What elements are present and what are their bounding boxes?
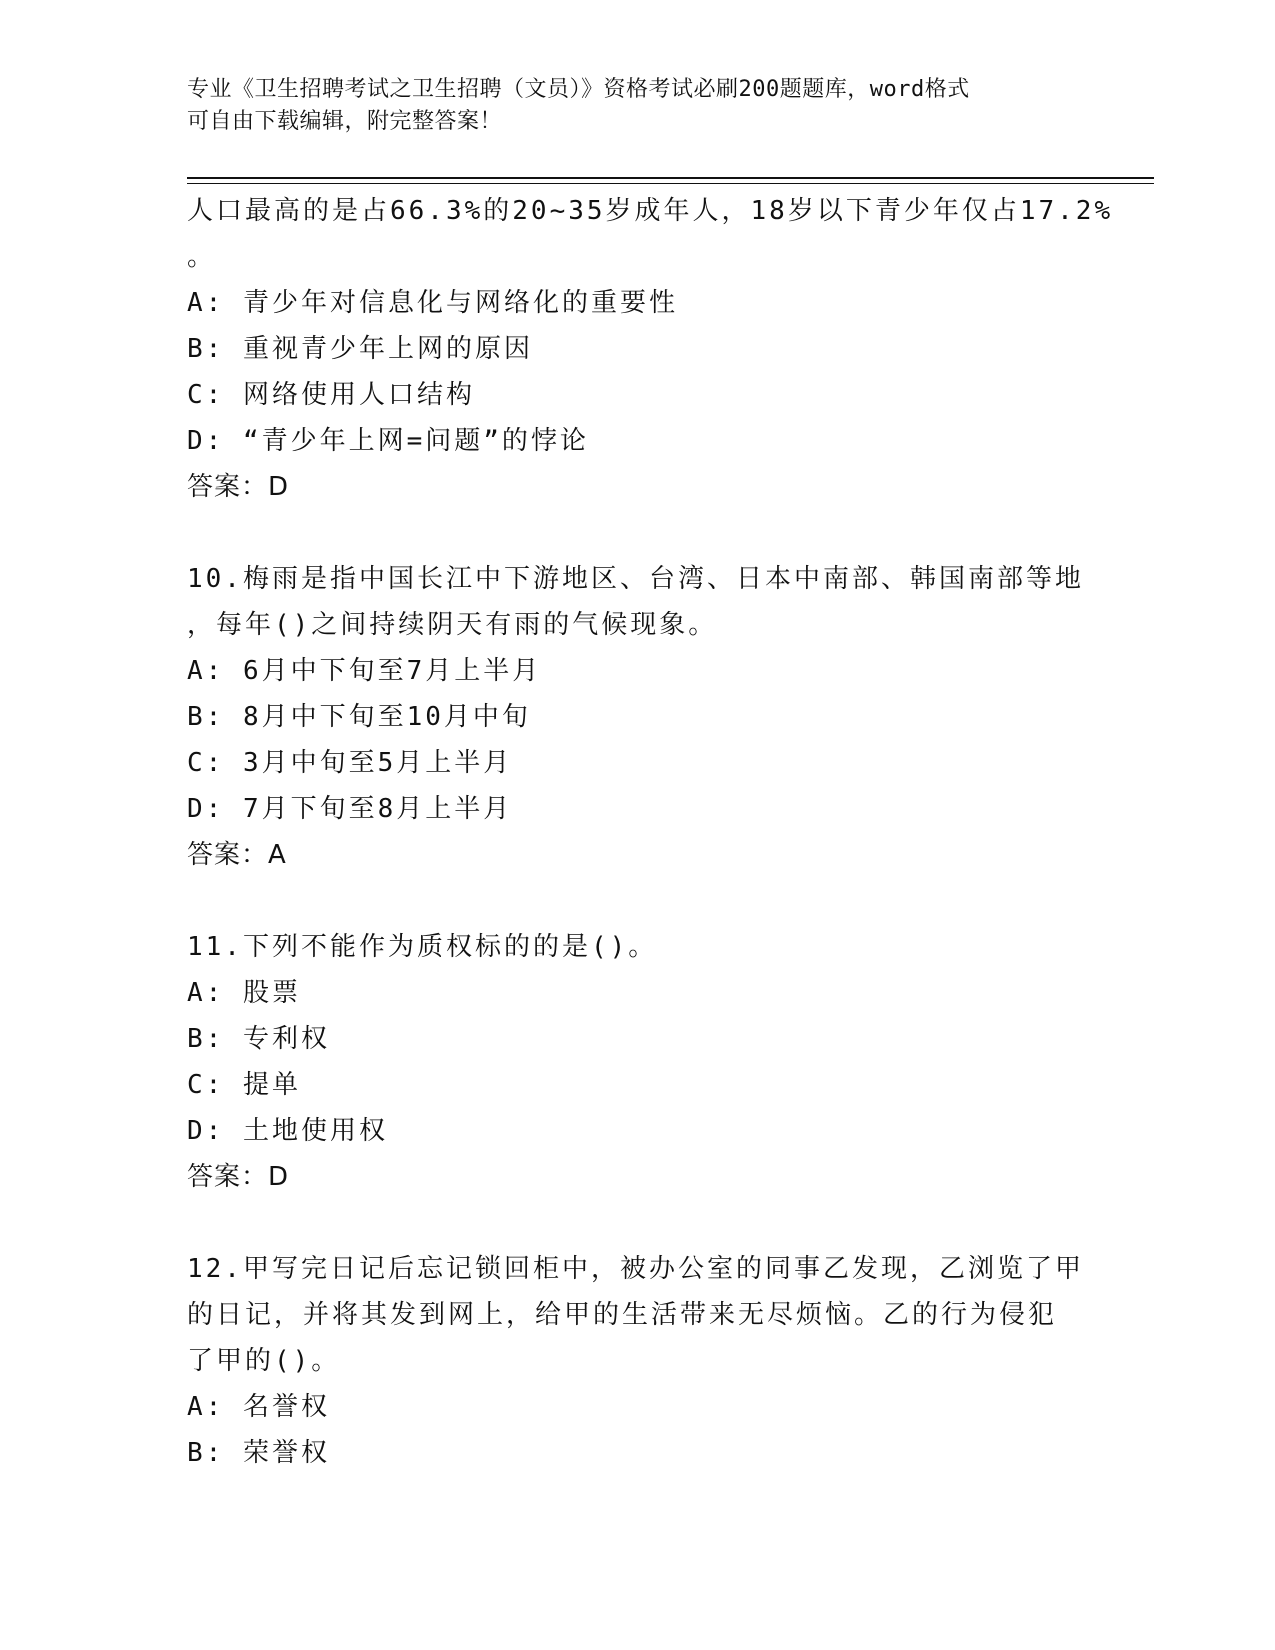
- question-12: [187, 1246, 1087, 1476]
- question-spacer: [187, 1200, 1087, 1246]
- header-line-2: 可自由下载编辑，附完整答案！: [187, 109, 503, 134]
- option-b: B: 荣誉权: [187, 1438, 330, 1468]
- question-spacer: [187, 878, 1087, 924]
- option-d: D: 土地使用权: [187, 1116, 388, 1146]
- question-stem-line: 。: [187, 242, 217, 272]
- option-b: B: 重视青少年上网的原因: [187, 334, 533, 364]
- option-c: C: 提单: [187, 1070, 301, 1100]
- question-9: [187, 188, 1114, 510]
- option-d: D: “青少年上网=问题”的悖论: [187, 426, 589, 456]
- question-spacer: [187, 510, 1087, 556]
- option-d: D: 7月下旬至8月上半月: [187, 794, 513, 824]
- answer-line: 答案：A: [187, 840, 287, 870]
- option-b: B: 专利权: [187, 1024, 330, 1054]
- header-divider-thin: [187, 183, 1154, 184]
- question-stem-line: 的日记，并将其发到网上，给甲的生活带来无尽烦恼。乙的行为侵犯: [187, 1300, 1058, 1330]
- option-a: A: 名誉权: [187, 1392, 330, 1422]
- answer-line: 答案：D: [187, 1162, 290, 1192]
- question-stem-line: 10.梅雨是指中国长江中下游地区、台湾、日本中南部、韩国南部等地: [187, 564, 1084, 594]
- question-10: [187, 556, 1087, 878]
- document-header: [187, 74, 1087, 138]
- option-c: C: 网络使用人口结构: [187, 380, 475, 410]
- answer-line: 答案：D: [187, 472, 290, 502]
- question-stem-line: 11.下列不能作为质权标的的是()。: [187, 932, 658, 962]
- option-c: C: 3月中旬至5月上半月: [187, 748, 513, 778]
- option-a: A: 6月中下旬至7月上半月: [187, 656, 542, 686]
- question-stem-line: 人口最高的是占66.3%的20~35岁成年人，18岁以下青少年仅占17.2%: [187, 196, 1114, 226]
- question-stem-line: 了甲的()。: [187, 1346, 341, 1376]
- option-a: A: 青少年对信息化与网络化的重要性: [187, 288, 678, 318]
- question-stem-line: ，每年()之间持续阴天有雨的气候现象。: [187, 610, 718, 640]
- question-content: [187, 188, 1114, 1476]
- header-line-1: 专业《卫生招聘考试之卫生招聘（文员）》资格考试必刷200题题库，word格式: [187, 77, 970, 102]
- question-11: [187, 924, 1087, 1200]
- header-divider-thick: [187, 177, 1154, 179]
- option-b: B: 8月中下旬至10月中旬: [187, 702, 531, 732]
- option-a: A: 股票: [187, 978, 301, 1008]
- question-stem-line: 12.甲写完日记后忘记锁回柜中，被办公室的同事乙发现，乙浏览了甲: [187, 1254, 1084, 1284]
